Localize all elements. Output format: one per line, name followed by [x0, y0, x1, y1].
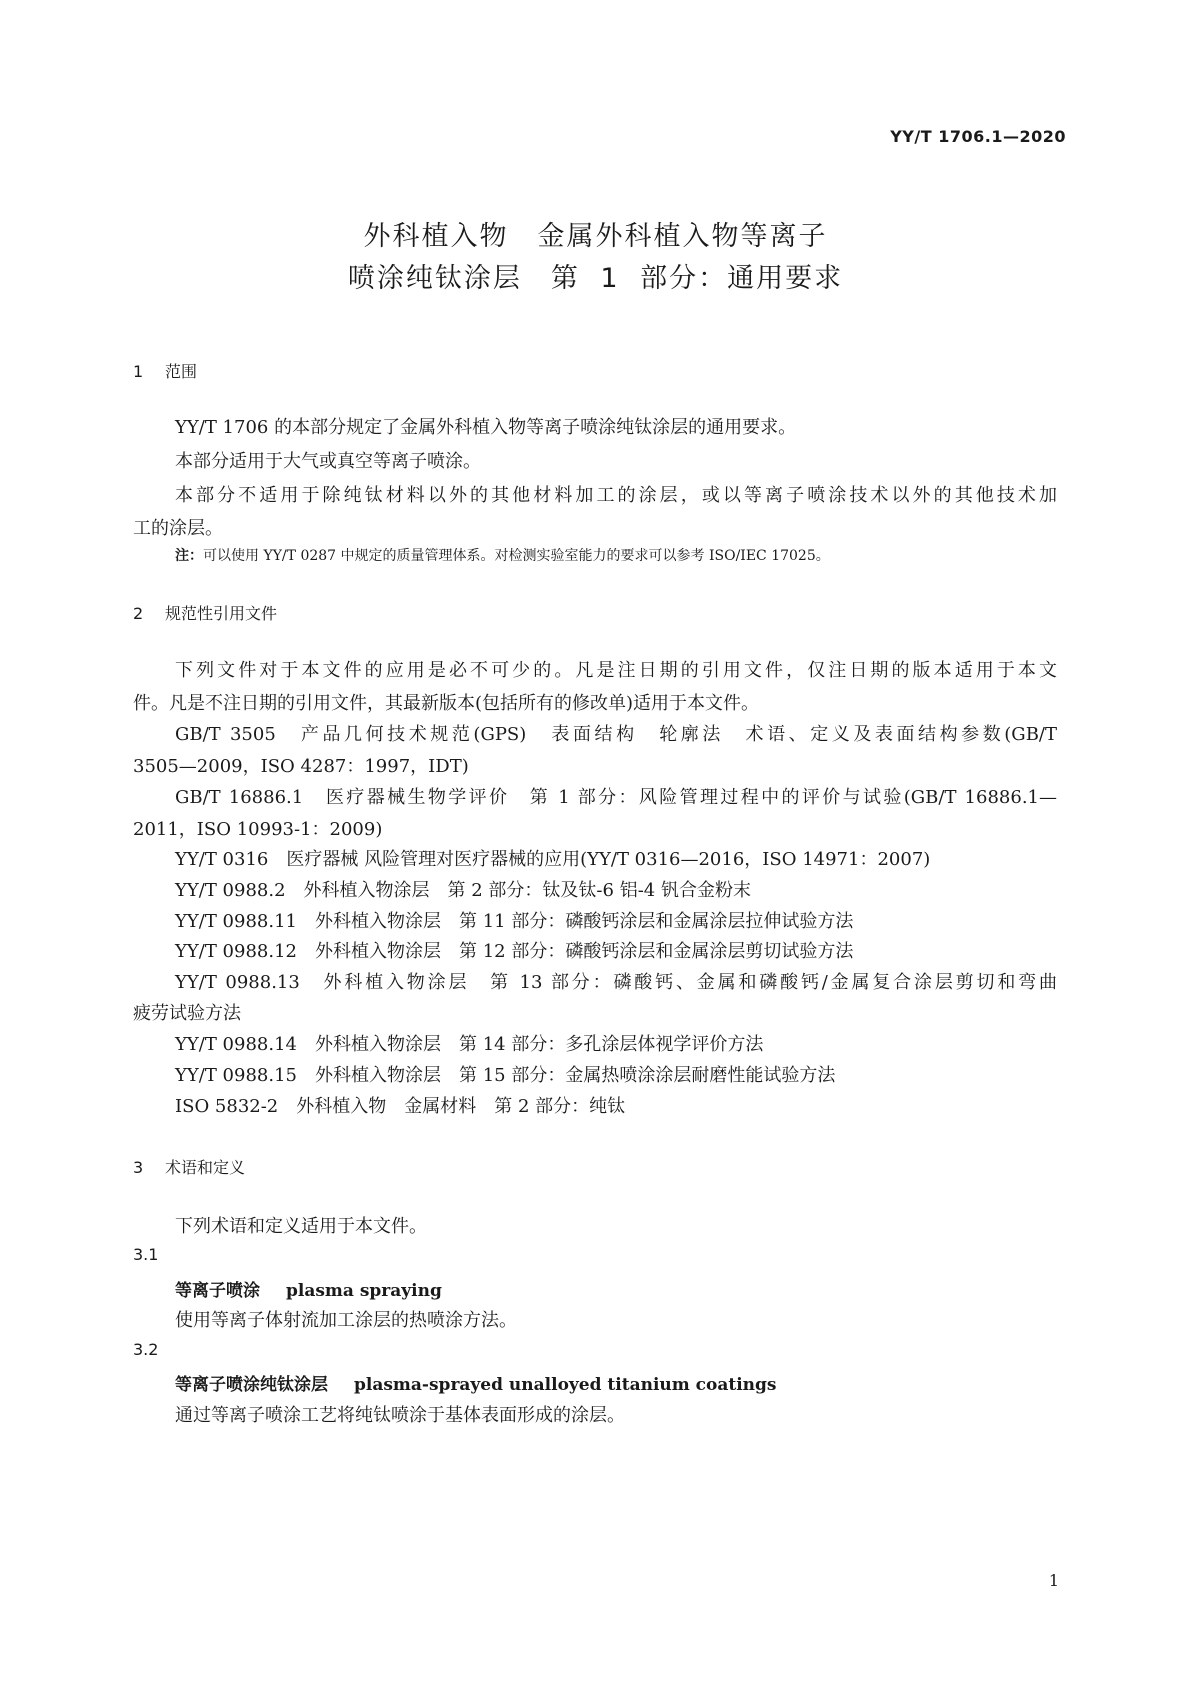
- paragraph-continuation: 件。凡是不注日期的引用文件，其最新版本(包括所有的修改单)适用于本文件。: [133, 693, 760, 714]
- reference-item-continuation: 2011，ISO 10993-1：2009): [133, 819, 383, 840]
- paragraph: 下列术语和定义适用于本文件。: [175, 1216, 427, 1237]
- term-definition: 通过等离子喷涂工艺将纯钛喷涂于基体表面形成的涂层。: [175, 1405, 625, 1426]
- paragraph-continuation: 工的涂层。: [133, 518, 223, 539]
- document-title-line-2: 喷涂纯钛涂层 第 1 部分：通用要求: [347, 263, 844, 294]
- section-1-heading: [133, 359, 197, 382]
- reference-item: ISO 5832-2 外科植入物 金属材料 第 2 部分：纯钛: [175, 1096, 626, 1117]
- term-definition: 使用等离子体射流加工涂层的热喷涂方法。: [175, 1310, 517, 1331]
- section-title: 术语和定义: [165, 1158, 246, 1177]
- document-title-line-1: 外科植入物 金属外科植入物等离子: [363, 221, 828, 252]
- section-3-heading: [133, 1155, 245, 1178]
- section-title: 范围: [165, 362, 198, 381]
- section-number: 1: [133, 362, 144, 381]
- term-english: plasma spraying: [286, 1281, 442, 1301]
- page-number: 1: [1048, 1571, 1059, 1590]
- reference-item: YY/T 0988.13 外科植入物涂层 第 13 部分：磷酸钙、金属和磷酸钙/金属复合涂层剪切和弯曲: [175, 972, 1057, 993]
- term-chinese: 等离子喷涂纯钛涂层: [175, 1375, 328, 1395]
- reference-item: YY/T 0988.15 外科植入物涂层 第 15 部分：金属热喷涂涂层耐磨性能试验方法: [175, 1065, 836, 1086]
- reference-item: YY/T 0988.14 外科植入物涂层 第 14 部分：多孔涂层体视学评价方法: [175, 1034, 764, 1055]
- section-number: 3: [133, 1158, 144, 1177]
- reference-item: YY/T 0988.2 外科植入物涂层 第 2 部分：钛及钛-6 铝-4 钒合金粉末: [175, 880, 751, 901]
- reference-item-continuation: 疲劳试验方法: [133, 1003, 241, 1024]
- paragraph: YY/T 1706 的本部分规定了金属外科植入物等离子喷涂纯钛涂层的通用要求。: [175, 417, 797, 438]
- reference-item: YY/T 0988.11 外科植入物涂层 第 11 部分：磷酸钙涂层和金属涂层拉伸试验方法: [175, 911, 854, 932]
- term-english: plasma-sprayed unalloyed titanium coatings: [354, 1375, 777, 1395]
- term-number: 3.1: [133, 1245, 159, 1264]
- paragraph: 本部分不适用于除纯钛材料以外的其他材料加工的涂层，或以等离子喷涂技术以外的其他技术加: [175, 485, 1057, 506]
- paragraph: 下列文件对于本文件的应用是必不可少的。凡是注日期的引用文件，仅注日期的版本适用于本文: [175, 660, 1057, 681]
- section-number: 2: [133, 604, 144, 623]
- reference-item: YY/T 0988.12 外科植入物涂层 第 12 部分：磷酸钙涂层和金属涂层剪切试验方法: [175, 941, 854, 962]
- term-heading: [175, 1276, 442, 1301]
- note-text: 可以使用 YY/T 0287 中规定的质量管理体系。对检测实验室能力的要求可以参考 ISO/IEC 17025。: [203, 548, 830, 564]
- note: [175, 545, 830, 565]
- reference-item: GB/T 16886.1 医疗器械生物学评价 第 1 部分：风险管理过程中的评价与试验(GB/T 16886.1—: [175, 787, 1057, 808]
- section-2-heading: [133, 601, 277, 624]
- reference-item-continuation: 3505—2009，ISO 4287：1997，IDT): [133, 756, 469, 777]
- paragraph: 本部分适用于大气或真空等离子喷涂。: [175, 451, 481, 472]
- reference-item: YY/T 0316 医疗器械 风险管理对医疗器械的应用(YY/T 0316—2016，ISO 14971：2007): [175, 849, 931, 870]
- section-title: 规范性引用文件: [165, 604, 278, 623]
- note-label: 注：: [175, 548, 203, 564]
- standard-number: YY/T 1706.1—2020: [890, 127, 1066, 146]
- term-chinese: 等离子喷涂: [175, 1281, 260, 1301]
- reference-item: GB/T 3505 产品几何技术规范(GPS) 表面结构 轮廓法 术语、定义及表面结构参数(GB/T: [175, 724, 1057, 745]
- term-number: 3.2: [133, 1340, 159, 1359]
- term-heading: [175, 1370, 777, 1395]
